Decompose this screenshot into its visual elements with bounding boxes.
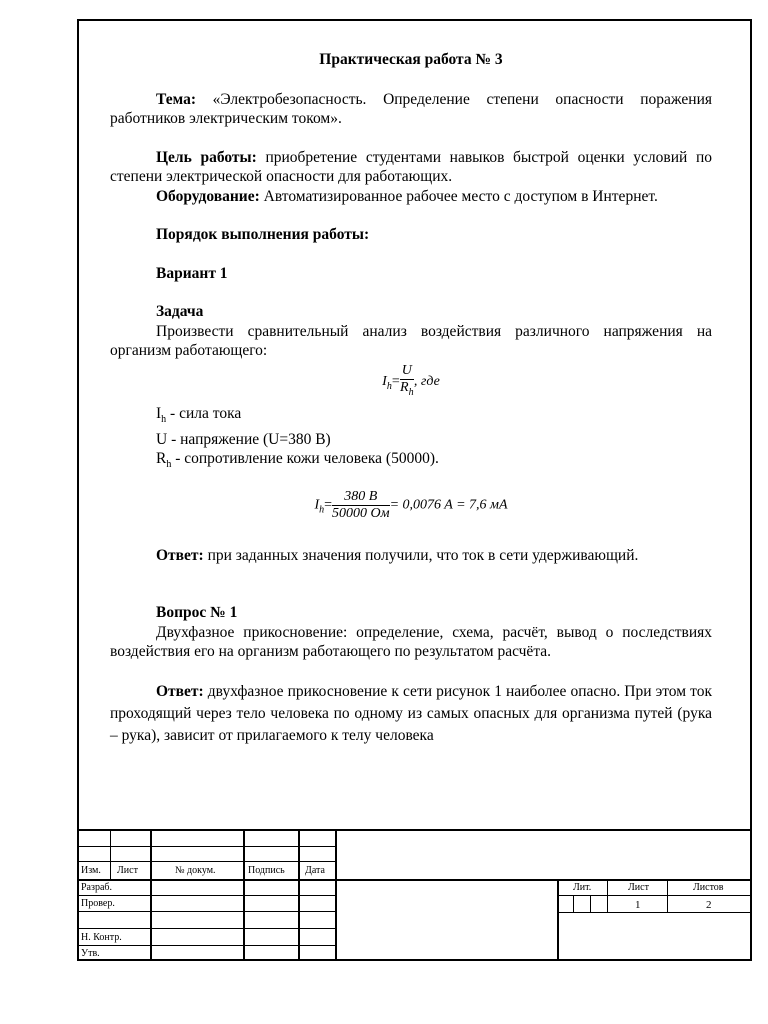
- formula1-den-sym: R: [400, 379, 409, 395]
- stamp-col-izm: Изм.: [81, 865, 101, 876]
- current-formula: [110, 363, 712, 401]
- stamp-lit-label: Лит.: [573, 882, 592, 893]
- definition-subscript: h: [166, 459, 172, 471]
- variant-heading: Вариант 1: [156, 264, 228, 282]
- task-heading: Задача: [156, 303, 204, 320]
- stamp-col-doc: № докум.: [175, 865, 216, 876]
- formula1-lhs: I: [382, 373, 387, 389]
- title-block-stamp: [77, 829, 752, 961]
- stamp-row-utv: Утв.: [81, 948, 100, 959]
- formula1-den: [400, 380, 414, 401]
- formula1-eq: =: [391, 373, 400, 389]
- formula1-den-sub: h: [408, 386, 414, 398]
- stamp-sheets-value: 2: [706, 899, 712, 911]
- definitions-list: [110, 404, 712, 475]
- answer1-paragraph: [110, 546, 712, 566]
- topic-text: «Электробезопасность. Определение степени опасности поражения работников электрическим током».: [110, 90, 712, 127]
- answer2-label: Ответ:: [156, 682, 204, 700]
- task-text: Произвести сравнительный анализ воздействия различного напряжения на организм работающего:: [110, 322, 712, 359]
- topic-label: Тема:: [156, 90, 196, 108]
- formula1-fraction: [400, 363, 414, 401]
- topic-paragraph: [110, 90, 712, 129]
- definition-voltage: [156, 430, 712, 450]
- definition-current: [156, 404, 712, 430]
- definition-text: - сила тока: [166, 405, 242, 423]
- page-title: Практическая работа № 3: [319, 51, 503, 68]
- question-text: Двухфазное прикосновение: определение, схема, расчёт, вывод о последствиях воздействия его на организм работающего по результатом расчёта.: [110, 623, 712, 661]
- formula1-tail: , где: [413, 373, 440, 389]
- stamp-sheet-value: 1: [635, 899, 641, 911]
- definition-symbol: R: [156, 450, 167, 468]
- definition-text: - напряжение (U=380 В): [167, 430, 331, 448]
- answer1-text: при заданных значения получили, что ток в сети удерживающий.: [207, 546, 639, 564]
- definition-symbol: U: [156, 430, 168, 448]
- stamp-sheets-label: Листов: [693, 882, 724, 893]
- answer1-label: Ответ:: [156, 546, 204, 564]
- document-body: [110, 50, 712, 747]
- formula2-lhs-sub: h: [319, 504, 325, 516]
- stamp-col-sign: Подпись: [248, 865, 285, 876]
- definition-resistance: [156, 449, 712, 475]
- formula2-fraction: [332, 489, 390, 522]
- goal-label: Цель работы:: [156, 148, 257, 166]
- stamp-row-razrab: Разраб.: [81, 882, 112, 893]
- goal-text: приобретение студентами навыков быстрой оценки условий по степени электрической опасности для работающих.: [110, 148, 713, 185]
- stamp-sheet-label: Лист: [628, 882, 649, 893]
- formula1-num: U: [401, 362, 412, 378]
- equipment-paragraph: [110, 187, 712, 207]
- question-heading: Вопрос № 1: [156, 604, 238, 622]
- equipment-label: Оборудование:: [156, 187, 260, 205]
- stamp-col-list: Лист: [117, 865, 138, 876]
- formula1-lhs-sub: h: [386, 380, 392, 392]
- answer2-paragraph: [110, 681, 712, 747]
- calculation-formula: [110, 489, 712, 522]
- stamp-row-nkontr: Н. Контр.: [81, 932, 122, 943]
- formula2-tail: = 0,0076 A = 7,6 мА: [389, 497, 508, 513]
- definition-symbol: I: [156, 405, 162, 423]
- stamp-col-date: Дата: [305, 865, 325, 876]
- answer2-text: двухфазное прикосновение к сети рисунок 1 наиболее опасно. При этом ток проходящий через тело человека по одному из самых опасных для организма путей (рука – рука), зависит от прилагаемого к телу человека: [110, 682, 712, 744]
- formula2-num: 380 В: [332, 489, 390, 506]
- procedure-heading: Порядок выполнения работы:: [156, 226, 370, 243]
- formula2-den: 50000 Ом: [332, 505, 390, 521]
- formula2-eq: =: [324, 497, 333, 513]
- definition-text: - сопротивление кожи человека (50000).: [171, 450, 439, 468]
- definition-subscript: h: [161, 414, 167, 426]
- equipment-text: Автоматизированное рабочее место с доступом в Интернет.: [263, 187, 658, 205]
- stamp-row-prover: Провер.: [81, 898, 115, 909]
- goal-paragraph: [110, 148, 712, 187]
- formula2-lhs: I: [314, 497, 320, 513]
